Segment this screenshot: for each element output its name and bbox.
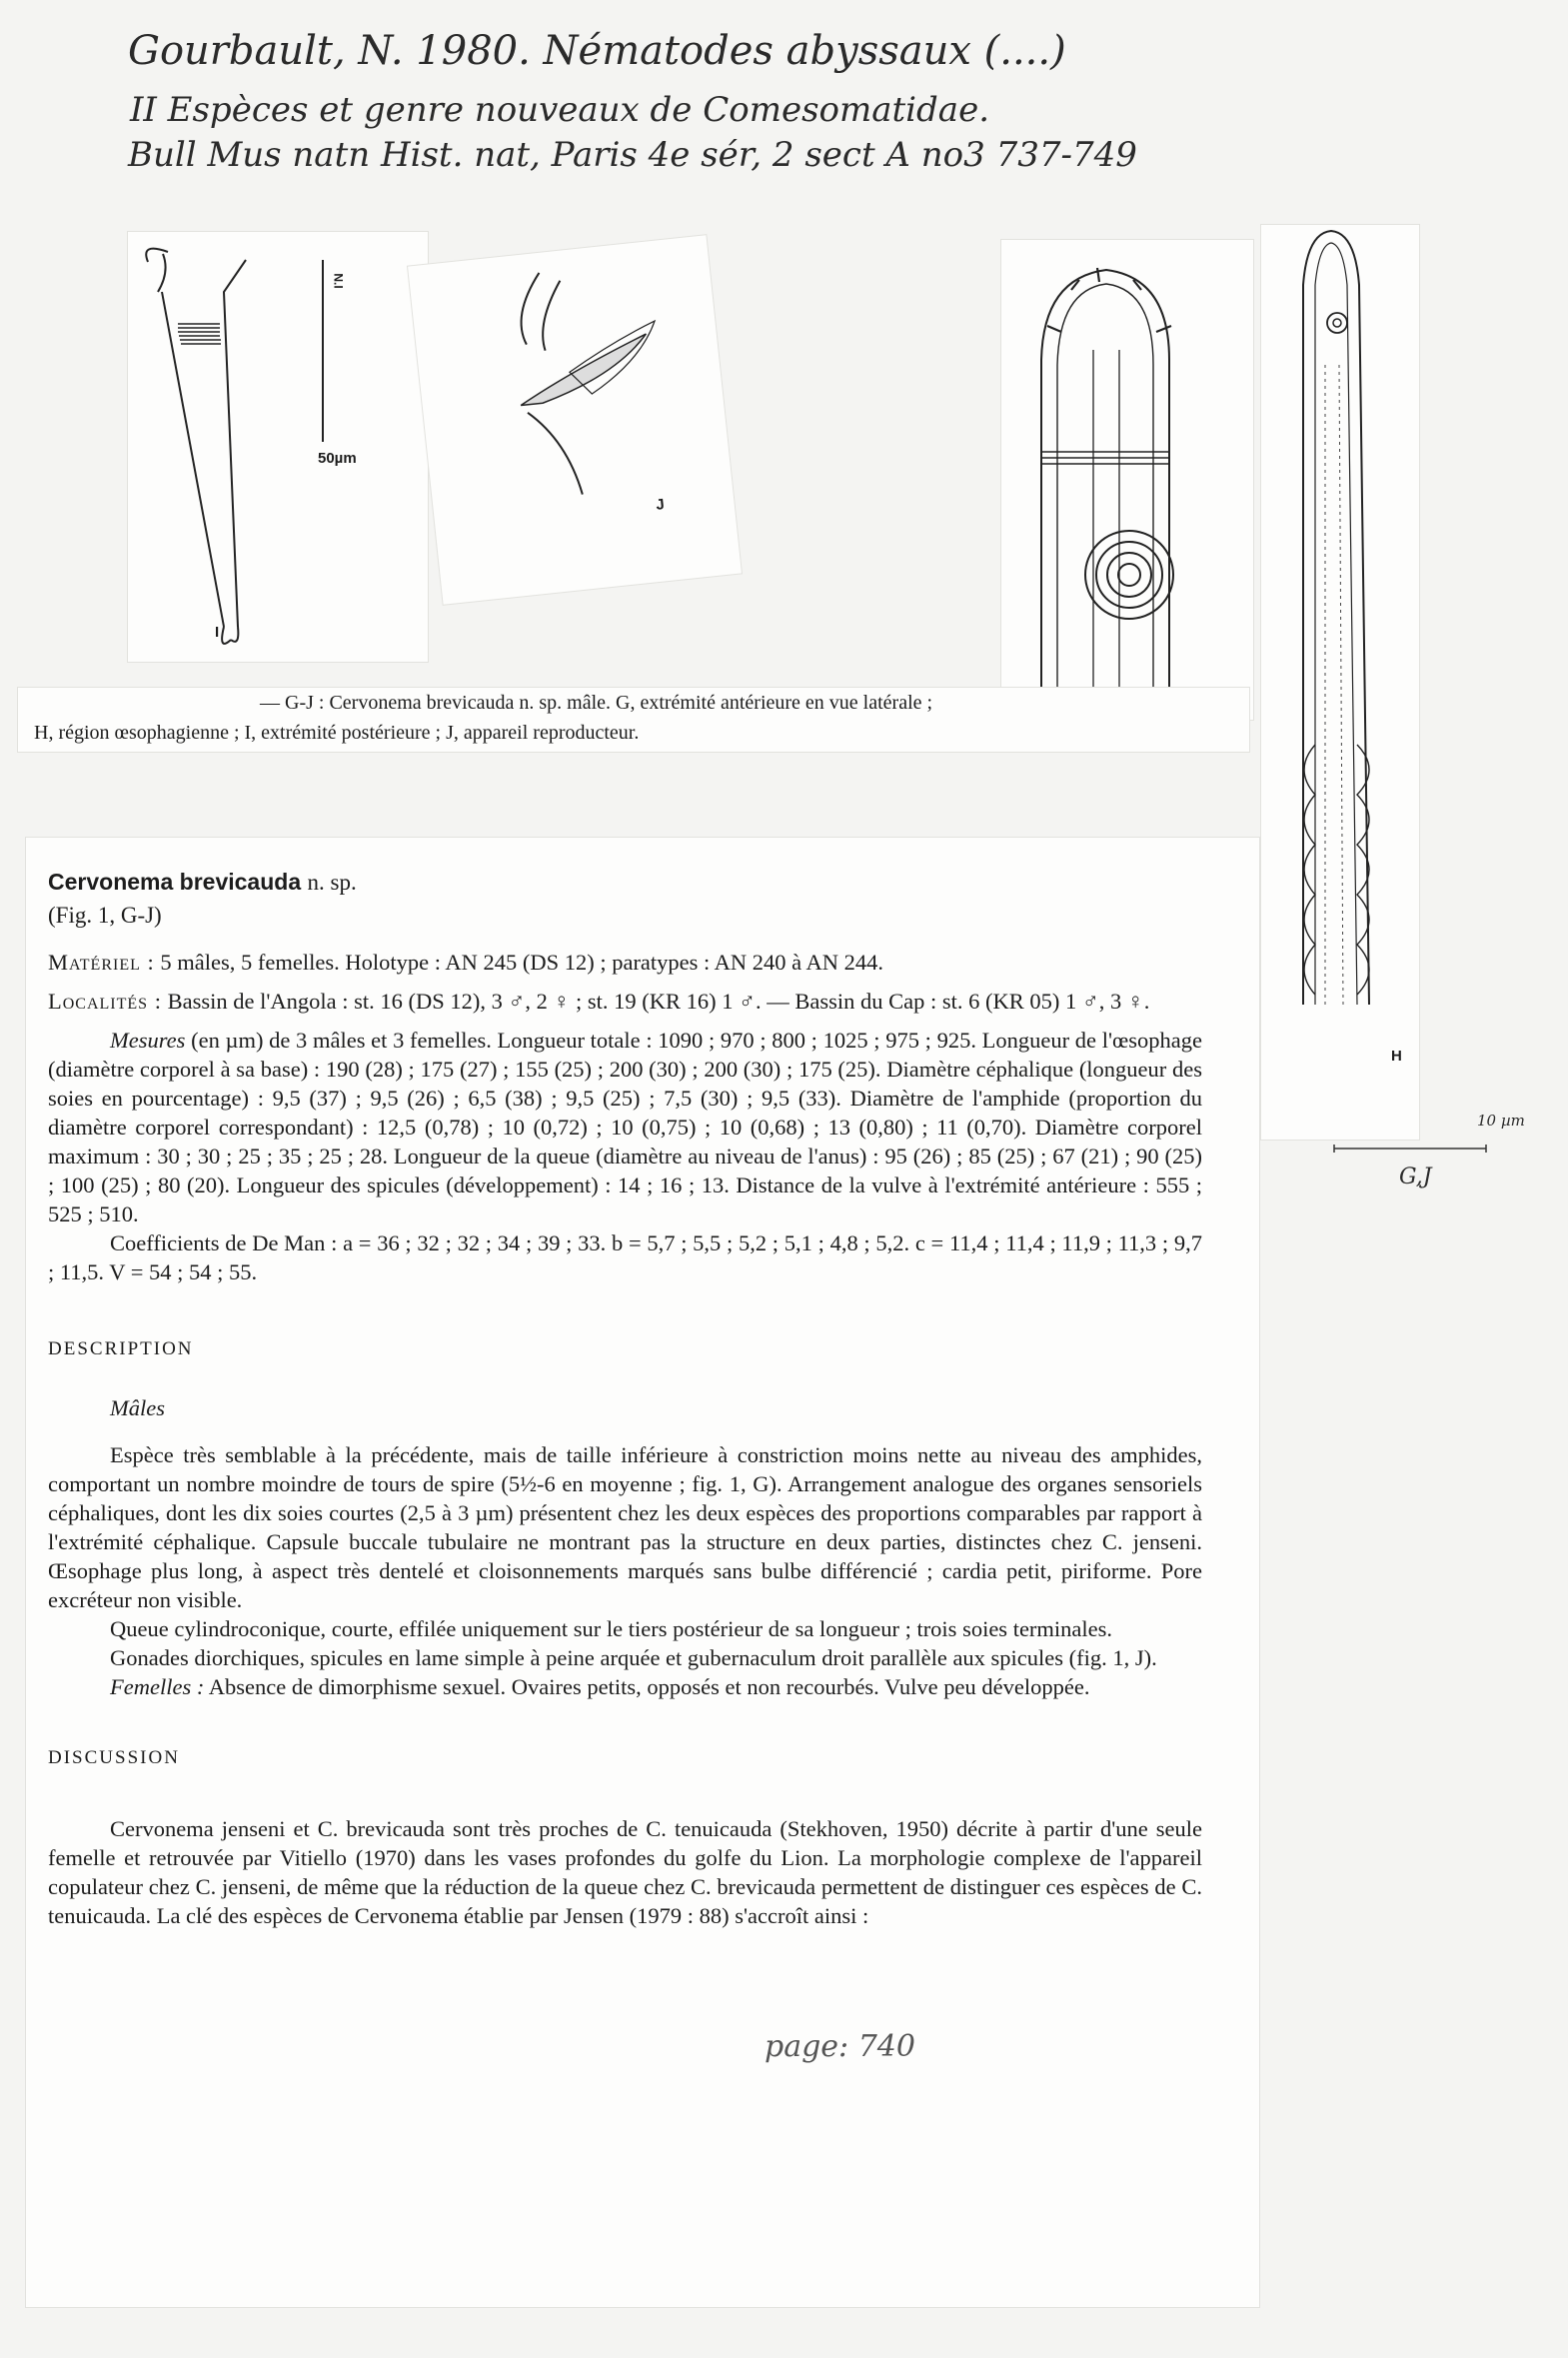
article-title <box>48 868 1202 897</box>
mesures-text: (en µm) de 3 mâles et 3 femelles. Longueur totale : 1090 ; 970 ; 800 ; 1025 ; 975 ; 925. Longueur de l'œsophage (diamètre corporel à sa base) : 190 (28) ; 175 (27) ; 155 (25) ; 200 (30) ; 200 (30) ; 175 (25). Diamètre céphalique (longueur des soies en pourcentage) : 9,5 (37) ; 9,5 (26) ; 6,5 (38) ; 9,5 (25) ; 7,5 (30) ; 9,5 (33). Diamètre de l'amphide (proportion du diamètre corporel correspondant) : 12,5 (0,78) ; 10 (0,72) ; 10 (0,75) ; 10 (0,68) ; 13 (0,80) ; 11 (0,70). Diamètre corporel maximum : 30 ; 30 ; 25 ; 35 ; 25 ; 28. Longueur de la queue (diamètre au niveau de l'anus) : 95 (26) ; 85 (25) ; 67 (21) ; 90 (25) ; 100 (25) ; 80 (20). Longueur des spicules (développement) : 14 ; 16 ; 13. Distance de la vulve à l'extrémité antérieure : 555 ; 525 ; 510. <box>48 1028 1202 1226</box>
localites-text: Bassin de l'Angola : st. 16 (DS 12), 3 ♂, 2 ♀ ; st. 19 (KR 16) 1 ♂. — Bassin du Cap : st. 6 (KR 05) 1 ♂, 3 ♀. <box>167 989 1150 1014</box>
handwritten-citation-line3: Bull Mus natn Hist. nat, Paris 4e sér, 2 sect A no3 737-749 <box>128 135 1137 175</box>
males-paragraph-2: Queue cylindroconique, courte, effilée uniquement sur le tiers postérieur de sa longueur ; trois soies terminales. <box>110 1616 1113 1641</box>
description-heading: DESCRIPTION <box>48 1338 194 1359</box>
species-name: Cervonema brevicauda <box>48 869 302 895</box>
coefficients-paragraph: Coefficients de De Man : a = 36 ; 32 ; 32 ; 34 ; 39 ; 33. b = 5,7 ; 5,5 ; 5,2 ; 5,1 ; 4,8 ; 5,2. c = 11,4 ; 11,4 ; 11,9 ; 11,3 ; 9,7 ; 11,5. V = 54 ; 54 ; 55. <box>48 1230 1202 1284</box>
males-paragraph-1: Espèce très semblable à la précédente, mais de taille inférieure à constriction moins nette au niveau des amphides, comportant un nombre moindre de tours de spire (5½-6 en moyenne ; fig. 1, G). Arrangement analogue des organes sensoriels céphaliques, dont les dix soies courtes (2,5 à 3 µm) présentent chez les deux espèces des proportions comparables par rapport à l'extrémité céphalique. Capsule buccale tubulaire ne montrant pas la structure en deux parties, distinctes chez C. jenseni. Œsophage plus long, à aspect très dentelé et cloisonnements marqués sans bulbe différencié ; cardia petit, piriforme. Pore excréteur non visible. <box>48 1442 1202 1612</box>
figure-panel-h <box>1261 225 1419 1140</box>
figure-g-drawing <box>1001 240 1253 720</box>
handwritten-scale-note: 10 µm <box>1477 1112 1525 1130</box>
femelles-label: Femelles : <box>110 1674 205 1699</box>
materiel-text: 5 mâles, 5 femelles. Holotype : AN 245 (DS 12) ; paratypes : AN 240 à AN 244. <box>160 950 884 975</box>
scale-bar-label: 50µm <box>318 450 357 467</box>
mesures-label: Mesures <box>110 1028 186 1053</box>
figure-caption-strip <box>18 688 1249 752</box>
figure-panel-g <box>1001 240 1253 720</box>
handwritten-citation-line2: II Espèces et genre nouveaux de Comesomatidae. <box>130 90 990 130</box>
males-heading-text: Mâles <box>110 1395 165 1420</box>
discussion-heading: DISCUSSION <box>48 1747 180 1768</box>
handwritten-citation-line1: Gourbault, N. 1980. Nématodes abyssaux (....) <box>128 28 1066 74</box>
figure-panel-j <box>408 235 742 604</box>
article-body <box>48 868 1202 1930</box>
femelles-text: Absence de dimorphisme sexuel. Ovaires petits, opposés et non recourbés. Vulve peu développée. <box>208 1674 1090 1699</box>
scale-bar-unit: N.I <box>331 273 346 289</box>
handwritten-page-note: page: 740 <box>765 2029 915 2064</box>
mesures-paragraph <box>48 1026 1202 1228</box>
figure-caption-line1: — G-J : Cervonema brevicauda n. sp. mâle. G, extrémité antérieure en vue latérale ; <box>260 692 933 714</box>
figure-caption-line2: H, région œsophagienne ; I, extrémité postérieure ; J, appareil reproducteur. <box>34 722 640 744</box>
handwritten-scale-bar <box>1332 1143 1492 1155</box>
figure-label-j: J <box>655 496 666 514</box>
materiel-label: Matériel : <box>48 950 155 975</box>
figure-label-i: I <box>215 624 220 641</box>
materiel-paragraph <box>48 948 1202 977</box>
figure-j-drawing <box>408 235 742 604</box>
discussion-paragraph: Cervonema jenseni et C. brevicauda sont très proches de C. tenuicauda (Stekhoven, 1950) décrite à partir d'une seule femelle et retrouvée par Vitiello (1970) dans les vases profondes du golfe du Lion. La morphologie complexe de l'appareil copulateur chez C. jenseni, de même que la réduction de la queue chez C. brevicauda permettent de distinguer ces espèces de C. tenuicauda. La clé des espèces de Cervonema établie par Jensen (1979 : 88) s'accroît ainsi : <box>48 1816 1202 1928</box>
handwritten-scale-group: G,J <box>1399 1165 1432 1189</box>
males-paragraph-3: Gonades diorchiques, spicules en lame simple à peine arquée et gubernaculum droit parallèle aux spicules (fig. 1, J). <box>110 1645 1157 1670</box>
localites-label: Localités : <box>48 989 162 1014</box>
figure-panel-i <box>128 232 428 662</box>
femelles-paragraph <box>48 1672 1202 1701</box>
figure-h-drawing <box>1261 225 1419 1025</box>
males-heading <box>110 1393 1202 1422</box>
localites-paragraph <box>48 987 1202 1016</box>
figure-i-drawing <box>128 232 428 662</box>
figure-label-h: H <box>1391 1048 1402 1065</box>
species-suffix: n. sp. <box>307 870 357 895</box>
figure-reference: (Fig. 1, G-J) <box>48 903 162 928</box>
